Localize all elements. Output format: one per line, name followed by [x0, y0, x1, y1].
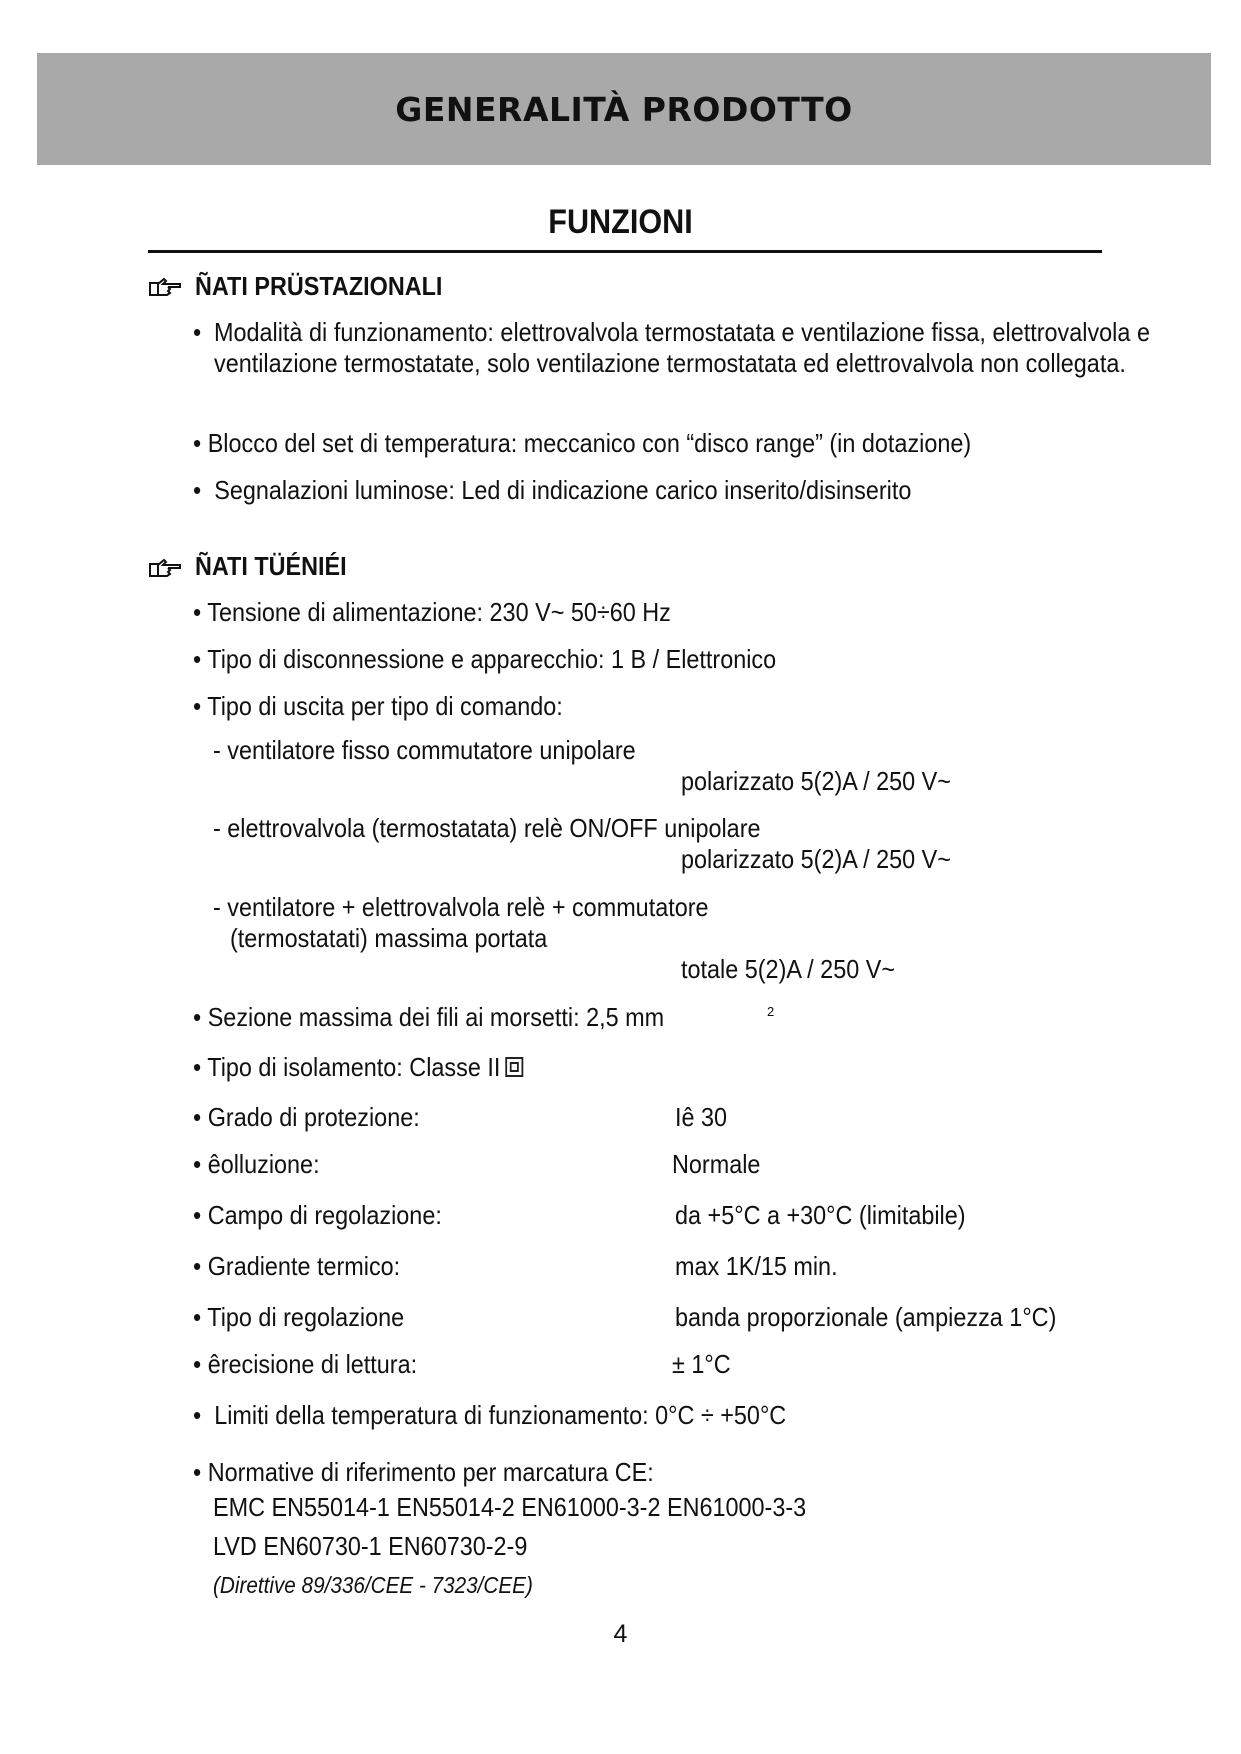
valve: - elettrovalvola (termostatata) relè ON/OFF unipolare [213, 813, 761, 843]
voltage-item: • Tensione di alimentazione: 230 V~ 50÷60 Hz [193, 597, 671, 627]
gradient-label: Gradiente termico: [207, 1251, 401, 1281]
norms-directives: (Direttive 89/336/CEE - 7323/CEE) [213, 1572, 533, 1598]
norms-item: • Normative di riferimento per marcatura CE: [193, 1457, 654, 1487]
gradient-value: max 1K/15 min. [675, 1251, 838, 1281]
regulation-value: banda proporzionale (ampiezza 1°C) [675, 1302, 1057, 1332]
precision-label-item: • êrecisione di lettura: [193, 1349, 418, 1379]
combo-line1: - ventilatore + elettrovalvola relè + commutatore [213, 892, 709, 922]
functional-modes: Modalità di funzionamento: elettrovalvola termostatata e ventilazione fissa, elettrovalvola e ventilazione termostatate, solo ventilazione termostatata ed elettrovalvola non collegata. [214, 317, 1150, 378]
pollution-label-item: • êolluzione: [193, 1149, 320, 1179]
output-type: Tipo di uscita per tipo di comando: [207, 691, 563, 721]
page-number: 4 [613, 1620, 628, 1648]
wire-section-item: • Sezione massima dei fili ai morsetti: 2,5 mm [193, 1002, 665, 1032]
functional-lock-item: • Blocco del set di temperatura: meccanico con “disco range” (in dotazione) [193, 428, 972, 458]
protection-label-item: • Grado di protezione: [193, 1102, 420, 1132]
wire-section-sup: 2 [767, 1004, 775, 1019]
disconnect-item: • Tipo di disconnessione e apparecchio: 1 B / Elettronico [193, 644, 777, 674]
title-rule [148, 250, 1102, 253]
bullet: • [193, 317, 202, 347]
pollution-value: Normale [672, 1149, 761, 1179]
range-value: da +5°C a +30°C (limitabile) [675, 1200, 966, 1230]
heading-functional: ÑATI PRÜSTAZIONALI [195, 271, 443, 301]
protection-label: Grado di protezione: [207, 1102, 420, 1132]
section-title: FUNZIONI [548, 203, 693, 241]
pointing-hand-icon [148, 556, 182, 580]
heading-technical: ÑATI TÜÉNIÉI [195, 551, 347, 581]
fan-fixed-value: polarizzato 5(2)A / 250 V~ [681, 766, 951, 796]
wire-section: Sezione massima dei fili ai morsetti: 2,5 mm [207, 1002, 665, 1032]
disconnect: Tipo di disconnessione e apparecchio: 1 B / Elettronico [207, 644, 777, 674]
pointing-hand-icon [148, 275, 182, 299]
insulation-item: • Tipo di isolamento: Classe II [193, 1052, 524, 1083]
banner-title: GENERALITÀ PRODOTTO [395, 89, 853, 129]
insulation: Tipo di isolamento: Classe II [207, 1052, 501, 1082]
fan-fixed: - ventilatore fisso commutatore unipolare [213, 735, 636, 765]
protection-value: Iê 30 [675, 1102, 728, 1132]
limits-item: • Limiti della temperatura di funzionamento: 0°C ÷ +50°C [193, 1400, 787, 1430]
norms-lvd: LVD EN60730-1 EN60730-2-9 [213, 1531, 528, 1561]
output-type-item: • Tipo di uscita per tipo di comando: [193, 691, 563, 721]
valve-value: polarizzato 5(2)A / 250 V~ [681, 844, 951, 874]
precision-value: ± 1°C [672, 1349, 731, 1379]
range-label-item: • Campo di regolazione: [193, 1200, 442, 1230]
range-label: Campo di regolazione: [207, 1200, 442, 1230]
limits: Limiti della temperatura di funzionamento: 0°C ÷ +50°C [214, 1400, 787, 1430]
norms-emc: EMC EN55014-1 EN55014-2 EN61000-3-2 EN61000-3-3 [213, 1492, 807, 1522]
combo-value: totale 5(2)A / 250 V~ [681, 954, 896, 984]
gradient-label-item: • Gradiente termico: [193, 1251, 401, 1281]
regulation-label: Tipo di regolazione [207, 1302, 405, 1332]
regulation-label-item: • Tipo di regolazione [193, 1302, 405, 1332]
norms: Normative di riferimento per marcatura CE: [207, 1457, 654, 1487]
voltage: Tensione di alimentazione: 230 V~ 50÷60 Hz [207, 597, 671, 627]
pollution-label: êolluzione: [207, 1149, 320, 1179]
functional-signals-item: • Segnalazioni luminose: Led di indicazione carico inserito/disinserito [193, 475, 912, 505]
combo-line2: (termostatati) massima portata [230, 923, 548, 953]
functional-lock: Blocco del set di temperatura: meccanico con “disco range” (in dotazione) [207, 428, 972, 458]
header-banner [37, 53, 1211, 165]
precision-label: êrecisione di lettura: [207, 1349, 418, 1379]
functional-signals: Segnalazioni luminose: Led di indicazione carico inserito/disinserito [214, 475, 912, 505]
double-insulation-icon [506, 1057, 524, 1077]
